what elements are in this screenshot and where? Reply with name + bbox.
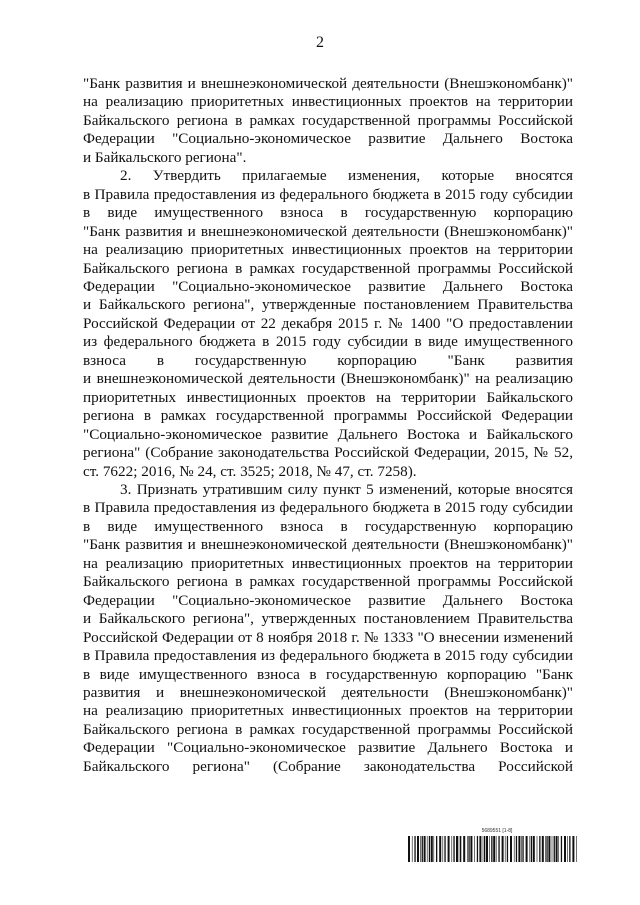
text-line: Федерации "Социально-экономическое развитие Дальнего Востока <box>83 591 573 609</box>
text-line: Байкальского региона в рамках государственной программы Российской <box>83 573 573 591</box>
document-body <box>83 75 573 776</box>
text-line: и Байкальского региона". <box>83 148 247 166</box>
text-line: в виде имущественного взноса в государственную корпорацию <box>83 517 573 535</box>
text-line: в Правила предоставления из федерального бюджета в 2015 году субсидии <box>83 647 573 665</box>
text-line: на реализацию приоритетных инвестиционных проектов на территории <box>83 554 573 572</box>
barcode-caption: 5689551 [1-8] <box>481 828 513 834</box>
text-line: Федерации "Социально-экономическое развитие Дальнего Востока и <box>83 739 573 757</box>
text-line: Российской Федерации от 8 ноября 2018 г. № 1333 "О внесении изменений <box>83 628 573 646</box>
text-line: на реализацию приоритетных инвестиционных проектов на территории <box>83 93 573 111</box>
paragraph <box>83 481 573 776</box>
text-line: Федерации "Социально-экономическое развитие Дальнего Востока <box>83 277 573 295</box>
text-line: Байкальского региона" (Собрание законодательства Российской <box>83 757 573 775</box>
text-line: Байкальского региона в рамках государственной программы Российской <box>83 259 573 277</box>
text-line: региона в рамках государственной программы Российской Федерации <box>83 407 573 425</box>
text-line: "Банк развития и внешнеэкономической деятельности (Внешэкономбанк)" <box>83 75 573 92</box>
text-line: в Правила предоставления из федерального бюджета в 2015 году субсидии <box>83 499 573 517</box>
text-line: и Байкальского региона", утвержденные постановлением Правительства <box>83 296 573 314</box>
paragraph <box>83 75 573 167</box>
text-line: и Байкальского региона", утвержденных постановлением Правительства <box>83 610 573 628</box>
text-line: развития и внешнеэкономической деятельности (Внешэкономбанк)" <box>83 683 573 701</box>
text-line: и внешнеэкономической деятельности (Внешэкономбанк)" на реализацию <box>83 370 573 388</box>
text-line: на реализацию приоритетных инвестиционных проектов на территории <box>83 702 573 720</box>
text-line: Байкальского региона в рамках государственной программы Российской <box>83 111 573 129</box>
text-line: "Банк развития и внешнеэкономической деятельности (Внешэкономбанк)" <box>83 222 573 240</box>
text-line: "Банк развития и внешнеэкономической деятельности (Внешэкономбанк)" <box>83 536 573 554</box>
text-line: в виде имущественного взноса в государственную корпорацию "Банк <box>83 665 573 683</box>
barcode-image <box>408 836 578 862</box>
text-line: Российской Федерации от 22 декабря 2015 г. № 1400 "О предоставлении <box>83 314 573 332</box>
page-number: 2 <box>316 34 324 51</box>
text-line: в Правила предоставления из федерального бюджета в 2015 году субсидии <box>83 185 573 203</box>
text-line: региона" (Собрание законодательства Российской Федерации, 2015, № 52, <box>83 444 573 462</box>
text-line: 3. Признать утратившим силу пункт 5 изменений, которые вносятся <box>120 480 573 498</box>
text-line: из федерального бюджета в 2015 году субсидии в виде имущественного <box>83 333 573 351</box>
text-line: "Социально-экономическое развитие Дальнего Востока и Байкальского <box>83 425 573 443</box>
text-line: Байкальского региона в рамках государственной программы Российской <box>83 720 573 738</box>
text-line: ст. 7622; 2016, № 24, ст. 3525; 2018, № 47, ст. 7258). <box>83 462 417 480</box>
text-line: приоритетных инвестиционных проектов на территории Байкальского <box>83 388 573 406</box>
paragraph <box>83 167 573 481</box>
text-line: на реализацию приоритетных инвестиционных проектов на территории <box>83 241 573 259</box>
text-line: Федерации "Социально-экономическое развитие Дальнего Востока <box>83 130 573 148</box>
text-line: 2. Утвердить прилагаемые изменения, которые вносятся <box>120 167 573 185</box>
text-line: взноса в государственную корпорацию "Банк развития <box>83 351 573 369</box>
text-line: в виде имущественного взноса в государственную корпорацию <box>83 204 573 222</box>
